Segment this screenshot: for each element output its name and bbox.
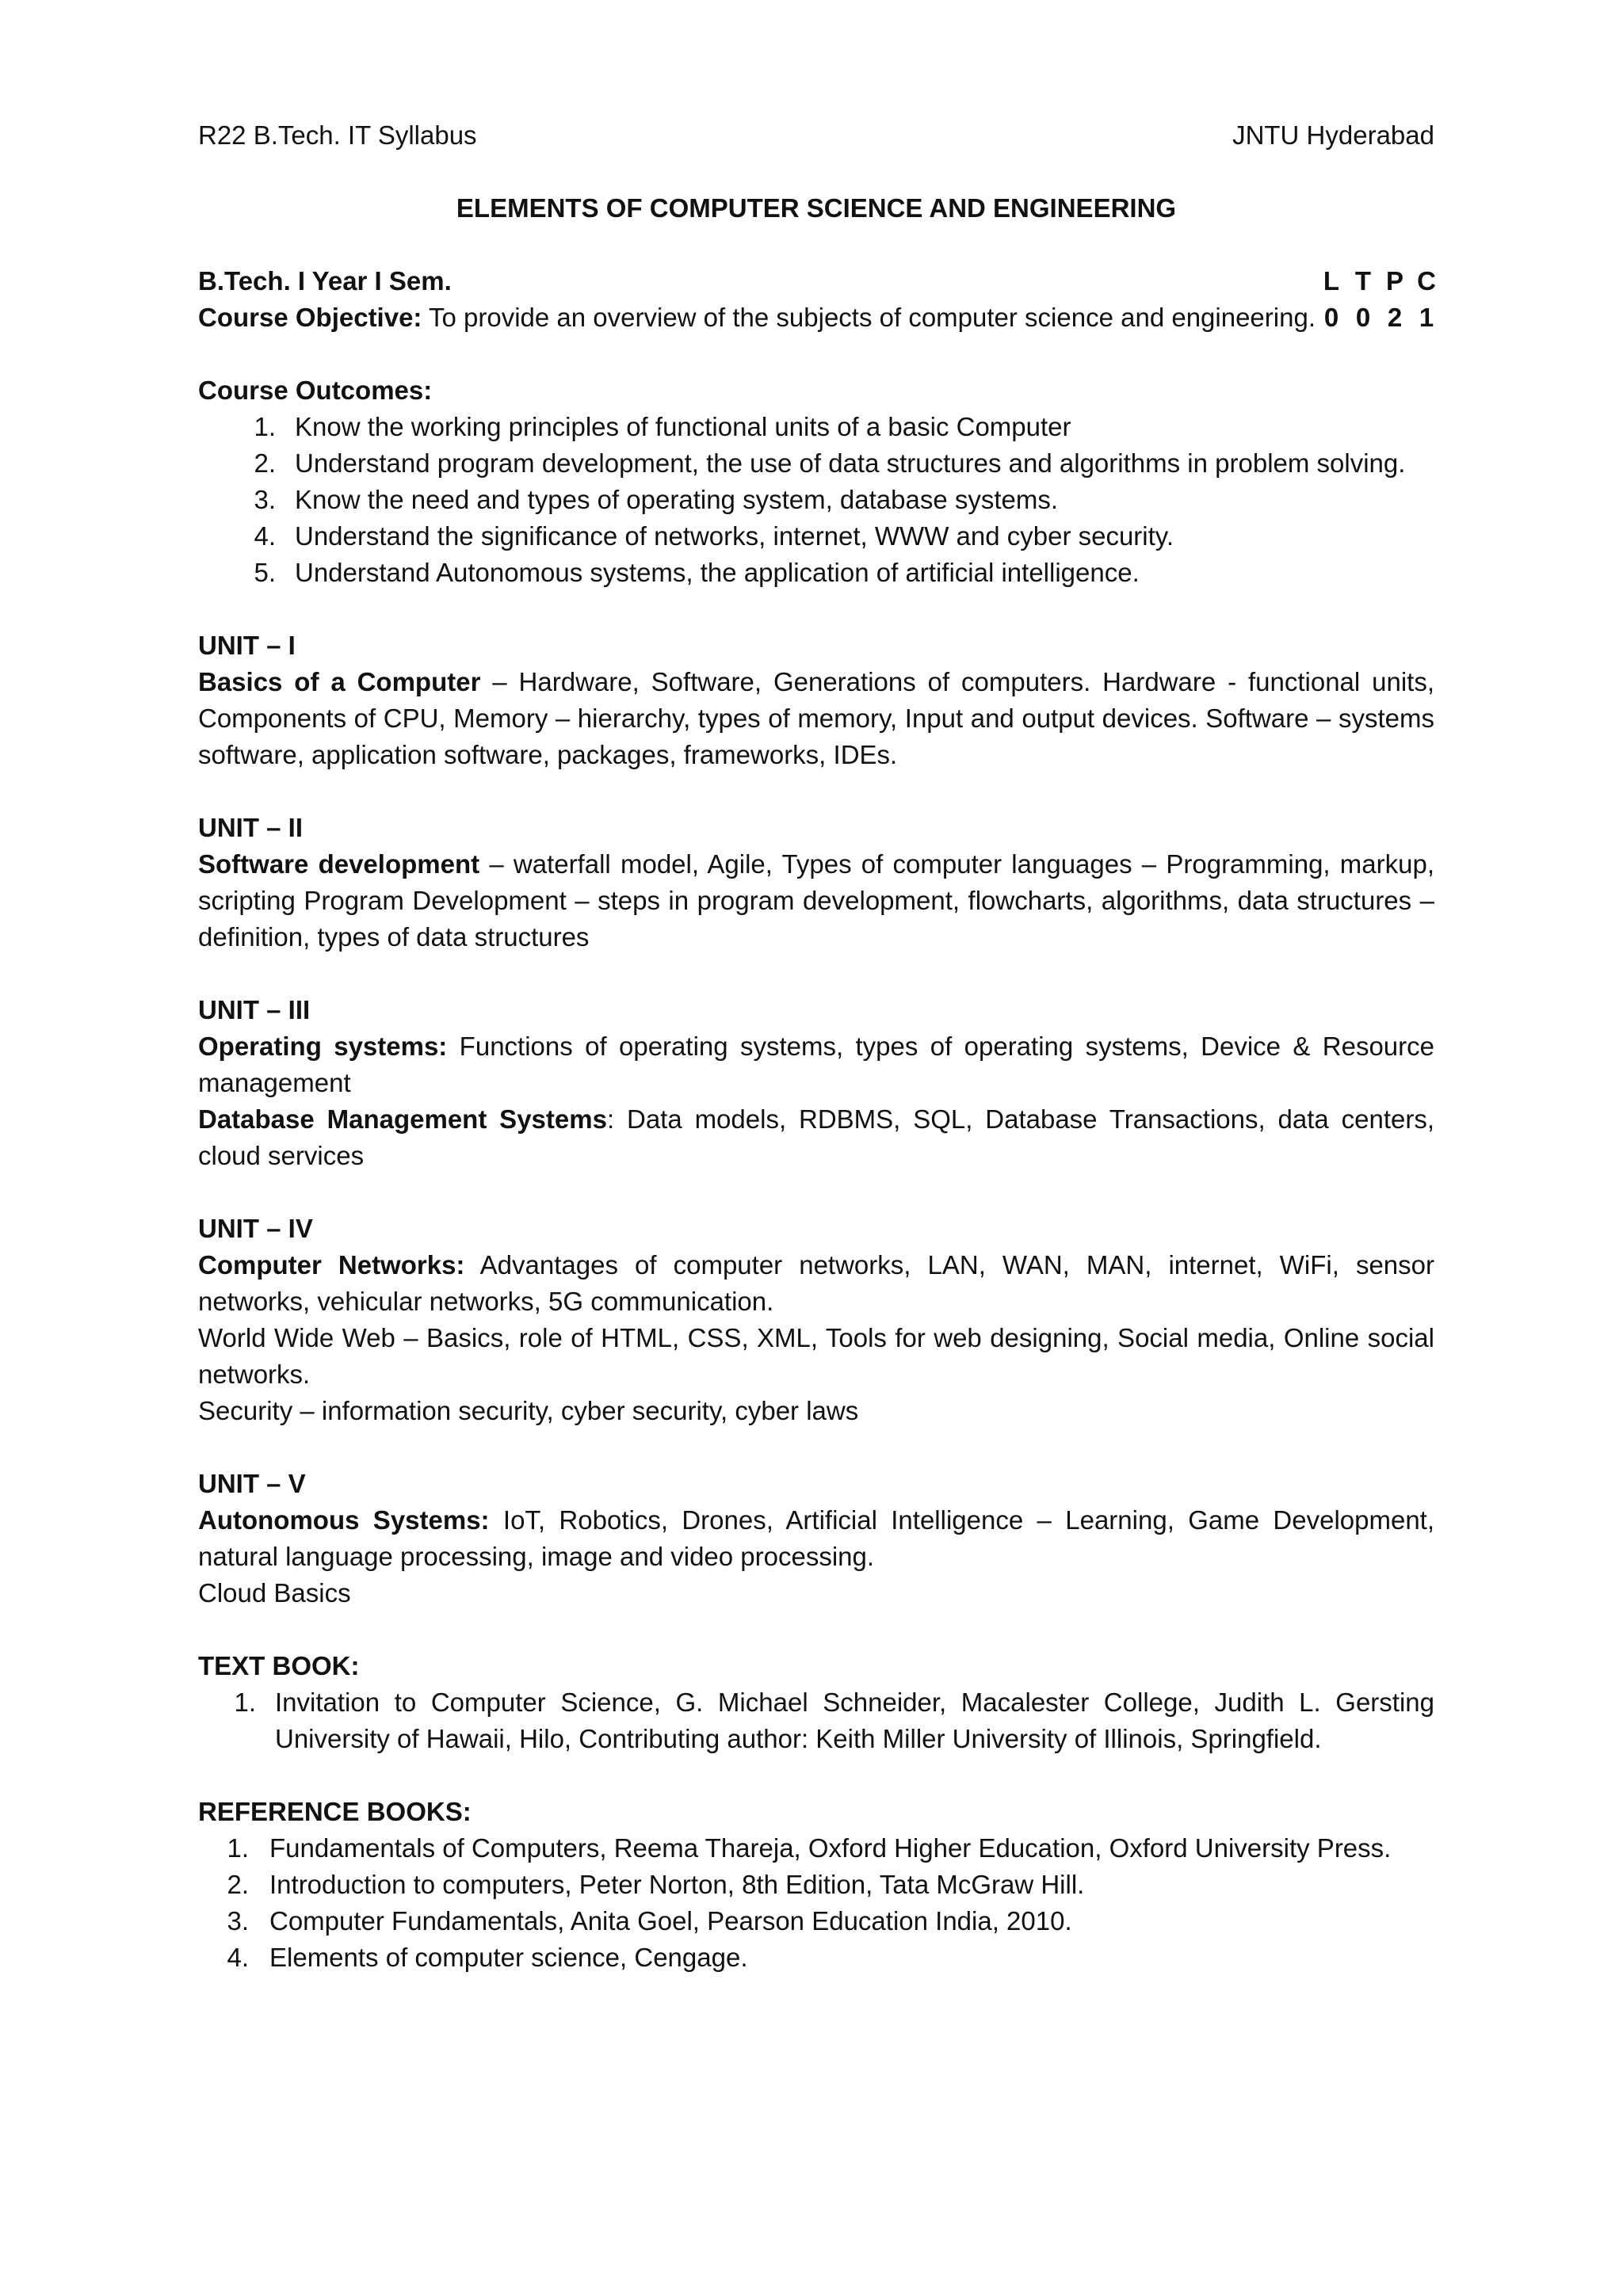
- unit-5-paragraph-autonomous: Autonomous Systems: IoT, Robotics, Drones, Artificial Intelligence – Learning, Game Development, natural language processing, image and video processing.: [198, 1505, 1435, 1571]
- list-item: 3. Computer Fundamentals, Anita Goel, Pearson Education India, 2010.: [227, 1906, 1072, 1936]
- semester-label: B.Tech. I Year I Sem.: [198, 266, 452, 296]
- textbook-heading: TEXT BOOK:: [198, 1651, 360, 1680]
- list-item: 1. Know the working principles of functional units of a basic Computer: [254, 412, 1071, 441]
- unit-3-paragraph-os: Operating systems: Functions of operating systems, types of operating systems, Device & Resource management: [198, 1032, 1435, 1097]
- unit-4-paragraph-networks: Computer Networks: Advantages of computer networks, LAN, WAN, MAN, internet, WiFi, sensor networks, vehicular networks, 5G communication.: [198, 1250, 1434, 1316]
- list-item: 3. Know the need and types of operating system, database systems.: [254, 485, 1059, 514]
- ltpc-value-l: 0: [1323, 303, 1339, 332]
- unit-4-paragraph-www: World Wide Web – Basics, role of HTML, CSS, XML, Tools for web designing, Social media, Online social networks.: [198, 1323, 1434, 1389]
- unit-3-paragraph-dbms: Database Management Systems: Data models, RDBMS, SQL, Database Transactions, data centers, cloud services: [198, 1104, 1435, 1170]
- syllabus-page: [198, 117, 1434, 1976]
- list-item: 4. Elements of computer science, Cengage.: [227, 1943, 748, 1972]
- ltpc-header-l: L: [1323, 266, 1340, 296]
- objective-label: Course Objective:: [198, 303, 422, 332]
- ltpc-value-c: 1: [1419, 303, 1434, 332]
- header-left: R22 B.Tech. IT Syllabus: [198, 120, 477, 150]
- course-objective: [198, 299, 1434, 336]
- references-list: [198, 1830, 1434, 1976]
- unit-4-heading: UNIT – IV: [198, 1214, 313, 1243]
- ltpc-table: [1316, 263, 1442, 336]
- objective-text: To provide an overview of the subjects of computer science and engineering.: [422, 303, 1316, 332]
- list-item: 1. Invitation to Computer Science, G. Michael Schneider, Macalester College, Judith L. Gersting University of Hawaii, Hilo, Contributing author: Keith Miller University of Illinois, Springfield.: [234, 1688, 1434, 1753]
- references-heading: REFERENCE BOOKS:: [198, 1797, 472, 1826]
- unit-5-paragraph-cloud: Cloud Basics: [198, 1578, 351, 1608]
- outcomes-list: [198, 409, 1434, 591]
- document-title: ELEMENTS OF COMPUTER SCIENCE AND ENGINEERING: [456, 193, 1177, 223]
- list-item: 4. Understand the significance of networks, internet, WWW and cyber security.: [254, 521, 1174, 551]
- ltpc-header-t: T: [1354, 266, 1372, 296]
- unit-2-paragraph: Software development – waterfall model, Agile, Types of computer languages – Programming, markup, scripting Program Development – steps in program development, flowcharts, algorithms, data structures – definition, types of data structures: [198, 849, 1435, 952]
- page-header: [198, 117, 1434, 154]
- ltpc-value-p: 2: [1387, 303, 1403, 332]
- unit-4-paragraph-security: Security – information security, cyber security, cyber laws: [198, 1396, 859, 1425]
- list-item: 5. Understand Autonomous systems, the application of artificial intelligence.: [254, 558, 1140, 587]
- unit-2-heading: UNIT – II: [198, 813, 304, 842]
- ltpc-value-t: 0: [1355, 303, 1371, 332]
- ltpc-header-c: C: [1417, 266, 1436, 296]
- list-item: 2. Introduction to computers, Peter Norton, 8th Edition, Tata McGraw Hill.: [227, 1870, 1085, 1899]
- header-right: JNTU Hyderabad: [1232, 120, 1434, 150]
- list-item: 1. Fundamentals of Computers, Reema Thareja, Oxford Higher Education, Oxford University Press.: [227, 1833, 1392, 1863]
- unit-1-paragraph: Basics of a Computer – Hardware, Software, Generations of computers. Hardware - functional units, Components of CPU, Memory – hierarchy, types of memory, Input and output devices. Software – systems software, application software, packages, frameworks, IDEs.: [198, 667, 1434, 769]
- unit-1-heading: UNIT – I: [198, 631, 296, 660]
- unit-5-heading: UNIT – V: [198, 1469, 306, 1498]
- list-item: 2. Understand program development, the use of data structures and algorithms in problem solving.: [254, 448, 1406, 478]
- outcomes-heading: Course Outcomes:: [198, 376, 433, 405]
- ltpc-header-p: P: [1385, 266, 1403, 296]
- unit-3-heading: UNIT – III: [198, 995, 311, 1024]
- textbook-list: [198, 1684, 1434, 1757]
